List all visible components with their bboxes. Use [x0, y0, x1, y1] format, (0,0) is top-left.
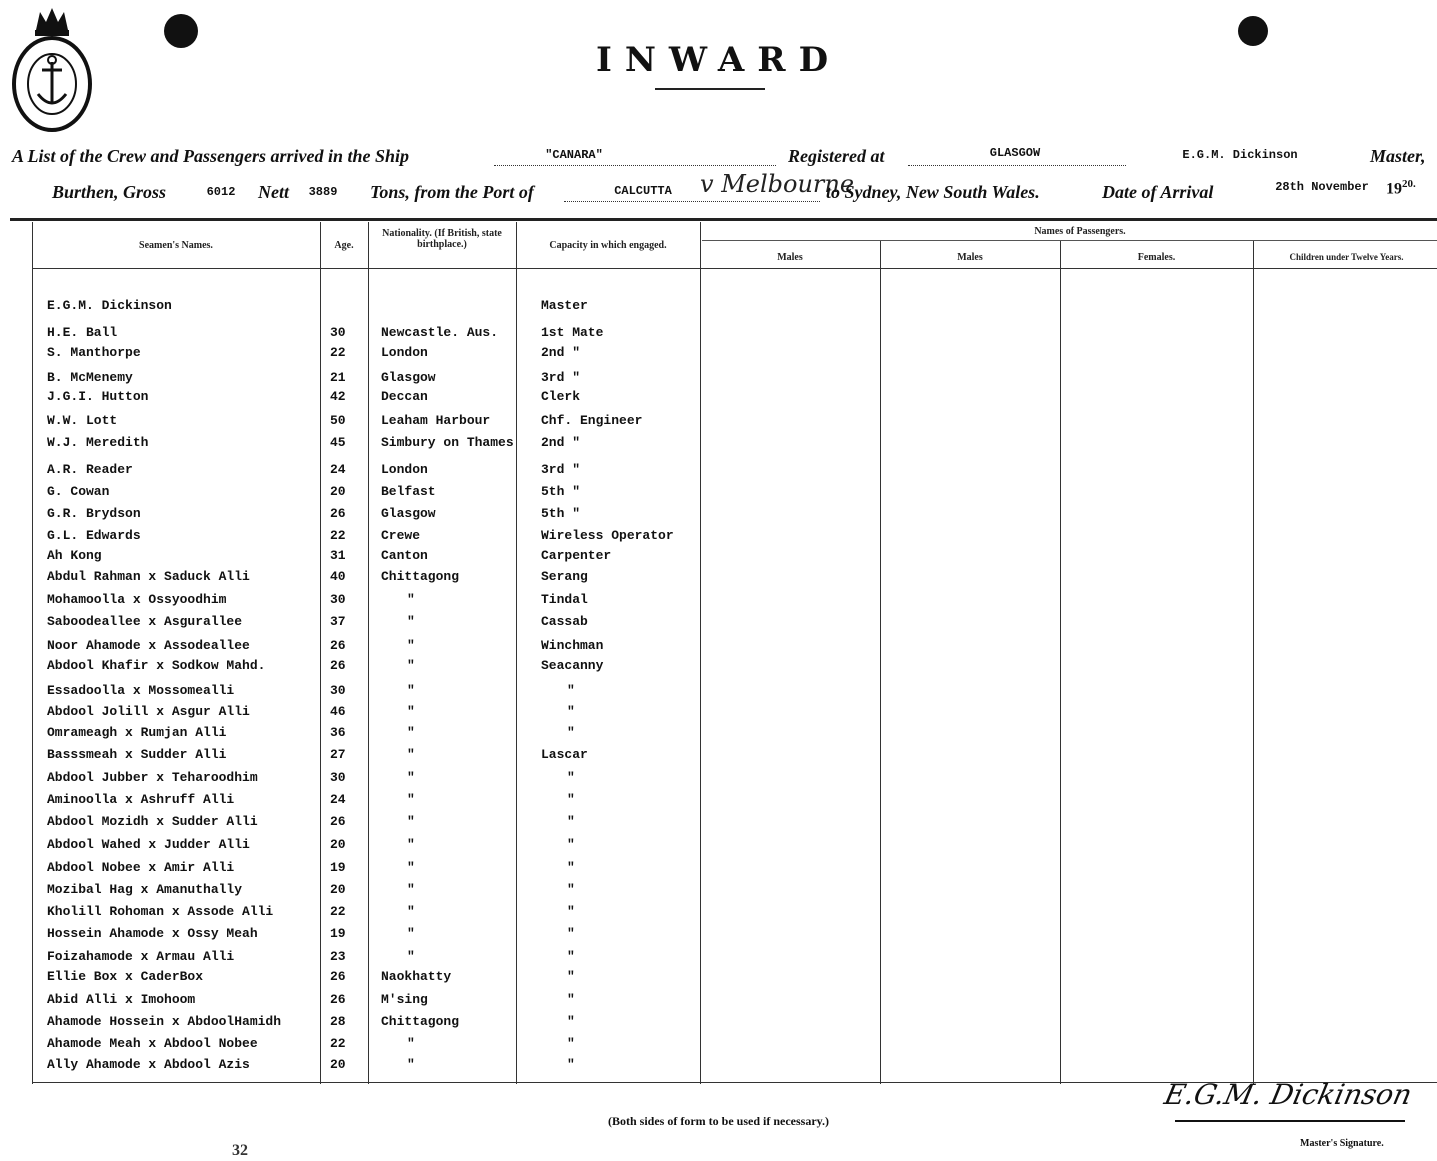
master-name: E.G.M. Dickinson: [1182, 148, 1298, 162]
crew-cap-cell: Chf. Engineer: [541, 413, 643, 428]
crew-name-cell: E.G.M. Dickinson: [47, 298, 172, 313]
crew-name-cell: Abdool Jolill x Asgur Alli: [47, 704, 250, 719]
crew-name-cell: Mozibal Hag x Amanuthally: [47, 882, 243, 897]
crew-nat-cell: ": [407, 1036, 415, 1051]
crew-cap-cell: ": [567, 704, 575, 719]
crew-age-cell: 40: [330, 569, 346, 584]
crew-nat-cell: ": [407, 725, 415, 740]
col-divider: [700, 222, 701, 1084]
crew-nat-cell: London: [381, 345, 428, 360]
crew-nat-cell: Chittagong: [381, 1014, 460, 1029]
crew-nat-cell: Simbury on Thames: [381, 435, 514, 450]
nett-tons: 3889: [308, 185, 338, 199]
crew-age-cell: 26: [330, 969, 346, 984]
crew-nat-cell: London: [381, 462, 428, 477]
crew-age-cell: 27: [330, 747, 346, 762]
crew-age-cell: 22: [330, 345, 346, 360]
crew-nat-cell: Chittagong: [381, 569, 460, 584]
crew-nat-cell: ": [407, 882, 415, 897]
title-ornament: [655, 88, 765, 90]
crew-age-cell: 36: [330, 725, 346, 740]
crew-nat-cell: ": [407, 704, 415, 719]
port-line: [564, 201, 820, 202]
crew-cap-cell: ": [567, 882, 575, 897]
signature-underline: [1175, 1120, 1405, 1122]
form-title: INWARD: [595, 40, 842, 80]
crew-cap-cell: Cassab: [541, 614, 588, 629]
crew-name-cell: Abdool Nobee x Amir Alli: [47, 860, 235, 875]
crew-nat-cell: ": [407, 860, 415, 875]
crew-name-cell: Basssmeah x Sudder Alli: [47, 747, 227, 762]
crew-cap-cell: 1st Mate: [541, 325, 604, 340]
crew-age-cell: 20: [330, 484, 346, 499]
crew-name-cell: Ah Kong: [47, 548, 102, 563]
burthen-label: Burthen, Gross: [52, 182, 167, 202]
crew-name-cell: Mohamoolla x Ossyoodhim: [47, 592, 227, 607]
registered-port: GLASGOW: [989, 146, 1041, 160]
table-top-rule: [10, 218, 1437, 221]
crew-age-cell: 22: [330, 528, 346, 543]
crew-cap-cell: ": [567, 1014, 575, 1029]
crew-nat-cell: Belfast: [381, 484, 436, 499]
crew-nat-cell: Newcastle. Aus.: [381, 325, 499, 340]
crew-name-cell: Noor Ahamode x Assodeallee: [47, 638, 250, 653]
col-divider: [32, 222, 33, 1084]
col-header-nationality: Nationality. (If British, state birthplace.): [382, 228, 502, 250]
crew-nat-cell: ": [407, 658, 415, 673]
crew-nat-cell: ": [407, 837, 415, 852]
crew-cap-cell: Winchman: [541, 638, 604, 653]
ship-name: "CANARA": [545, 148, 603, 162]
footer-note: (Both sides of form to be used if necessary.): [608, 1114, 829, 1128]
crew-cap-cell: ": [567, 1057, 575, 1072]
col-header-males-2: Males: [957, 252, 983, 263]
page-number: 32: [232, 1142, 248, 1159]
crew-nat-cell: ": [407, 1057, 415, 1072]
crew-nat-cell: M'sing: [381, 992, 428, 1007]
crew-nat-cell: ": [407, 770, 415, 785]
crew-name-cell: G. Cowan: [47, 484, 110, 499]
crew-age-cell: 24: [330, 462, 346, 477]
master-label: Master,: [1370, 146, 1426, 166]
crew-cap-cell: ": [567, 926, 575, 941]
crew-name-cell: Ahamode Hossein x AbdoolHamidh: [47, 1014, 282, 1029]
crew-nat-cell: Glasgow: [381, 506, 436, 521]
port-from: CALCUTTA: [614, 184, 672, 198]
crew-cap-cell: ": [567, 860, 575, 875]
crew-name-cell: W.W. Lott: [47, 413, 118, 428]
crew-nat-cell: ": [407, 614, 415, 629]
col-divider: [320, 222, 321, 1084]
crew-name-cell: Abdool Wahed x Judder Alli: [47, 837, 250, 852]
signature-text: E.G.M. Dickinson: [1161, 1078, 1415, 1111]
crew-nat-cell: Glasgow: [381, 370, 436, 385]
crew-nat-cell: Canton: [381, 548, 428, 563]
crew-age-cell: 20: [330, 1057, 346, 1072]
crew-name-cell: G.L. Edwards: [47, 528, 141, 543]
col-divider: [516, 222, 517, 1084]
line1-prefix: A List of the Crew and Passengers arrived in the Ship: [12, 146, 410, 166]
crew-age-cell: 22: [330, 904, 346, 919]
crew-age-cell: 26: [330, 814, 346, 829]
crew-age-cell: 20: [330, 882, 346, 897]
crew-age-cell: 19: [330, 926, 346, 941]
crew-cap-cell: ": [567, 969, 575, 984]
crew-age-cell: 26: [330, 638, 346, 653]
crew-name-cell: Hossein Ahamode x Ossy Meah: [47, 926, 258, 941]
crew-age-cell: 23: [330, 949, 346, 964]
registered-label: Registered at: [788, 146, 885, 166]
registered-line: [908, 165, 1126, 166]
crew-cap-cell: ": [567, 683, 575, 698]
passenger-subheader-rule: [702, 240, 1437, 241]
col-divider: [880, 240, 881, 1084]
crew-name-cell: Ellie Box x CaderBox: [47, 969, 204, 984]
crew-name-cell: Omrameagh x Rumjan Alli: [47, 725, 227, 740]
col-header-females: Females.: [1137, 252, 1176, 263]
crew-cap-cell: Serang: [541, 569, 588, 584]
crew-name-cell: Abdool Jubber x Teharoodhim: [47, 770, 258, 785]
crew-name-cell: Abdool Mozidh x Sudder Alli: [47, 814, 258, 829]
crew-cap-cell: 3rd ": [541, 370, 581, 385]
crew-name-cell: Kholill Rohoman x Assode Alli: [47, 904, 274, 919]
crew-nat-cell: ": [407, 926, 415, 941]
col-header-children: Children under Twelve Years.: [1289, 252, 1404, 262]
crew-nat-cell: ": [407, 814, 415, 829]
crew-age-cell: 30: [330, 592, 346, 607]
crew-cap-cell: ": [567, 904, 575, 919]
signature-label: Master's Signature.: [1300, 1138, 1384, 1149]
crew-age-cell: 30: [330, 325, 346, 340]
crew-cap-cell: Master: [541, 298, 588, 313]
crew-cap-cell: Wireless Operator: [541, 528, 674, 543]
year-prefix: 19: [1386, 180, 1402, 198]
crew-name-cell: Essadoolla x Mossomealli: [47, 683, 235, 698]
crew-cap-cell: 5th ": [541, 506, 581, 521]
handwritten-via: v Melbourne: [700, 170, 855, 198]
to-sydney-label: to Sydney, New South Wales.: [826, 182, 1040, 202]
col-header-names: Seamen's Names.: [139, 240, 213, 251]
ship-line: [494, 165, 776, 166]
crew-name-cell: H.E. Ball: [47, 325, 118, 340]
gross-tons: 6012: [206, 185, 236, 199]
col-header-passengers: Names of Passengers.: [1034, 226, 1126, 237]
crew-cap-cell: ": [567, 992, 575, 1007]
col-header-capacity: Capacity in which engaged.: [549, 240, 667, 251]
crew-nat-cell: Naokhatty: [381, 969, 452, 984]
crew-name-cell: J.G.I. Hutton: [47, 389, 149, 404]
crew-nat-cell: ": [407, 638, 415, 653]
crew-nat-cell: ": [407, 592, 415, 607]
crew-age-cell: 37: [330, 614, 346, 629]
crew-name-cell: Abid Alli x Imohoom: [47, 992, 196, 1007]
crew-nat-cell: ": [407, 904, 415, 919]
crew-cap-cell: Tindal: [541, 592, 588, 607]
header-bottom-rule: [32, 268, 1437, 269]
arrival-year: [1386, 178, 1416, 198]
crew-name-cell: Aminoolla x Ashruff Alli: [47, 792, 235, 807]
crew-nat-cell: Deccan: [381, 389, 428, 404]
crew-cap-cell: 2nd ": [541, 345, 581, 360]
crew-nat-cell: Leaham Harbour: [381, 413, 491, 428]
crew-name-cell: Abdul Rahman x Saduck Alli: [47, 569, 250, 584]
crew-nat-cell: ": [407, 949, 415, 964]
crew-name-cell: Ally Ahamode x Abdool Azis: [47, 1057, 250, 1072]
crew-cap-cell: ": [567, 1036, 575, 1051]
crew-cap-cell: Clerk: [541, 389, 581, 404]
col-divider: [1060, 240, 1061, 1084]
crew-cap-cell: 5th ": [541, 484, 581, 499]
crew-age-cell: 31: [330, 548, 346, 563]
master-signature: [1161, 1078, 1415, 1128]
crew-name-cell: Ahamode Meah x Abdool Nobee: [47, 1036, 258, 1051]
nett-label: Nett: [258, 182, 289, 202]
crew-cap-cell: Carpenter: [541, 548, 612, 563]
crew-age-cell: 45: [330, 435, 346, 450]
crew-cap-cell: ": [567, 837, 575, 852]
crew-cap-cell: 3rd ": [541, 462, 581, 477]
crew-age-cell: 24: [330, 792, 346, 807]
col-divider: [368, 222, 369, 1084]
crew-name-cell: Saboodeallee x Asgurallee: [47, 614, 243, 629]
crew-age-cell: 19: [330, 860, 346, 875]
crew-age-cell: 26: [330, 658, 346, 673]
col-divider: [1253, 240, 1254, 1084]
crew-cap-cell: ": [567, 725, 575, 740]
crew-nat-cell: ": [407, 683, 415, 698]
crew-age-cell: 22: [330, 1036, 346, 1051]
crew-cap-cell: ": [567, 770, 575, 785]
crew-age-cell: 21: [330, 370, 346, 385]
col-header-males-1: Males: [777, 252, 803, 263]
crew-age-cell: 46: [330, 704, 346, 719]
arrival-label: Date of Arrival: [1102, 182, 1214, 202]
crew-cap-cell: Seacanny: [541, 658, 604, 673]
crew-age-cell: 26: [330, 506, 346, 521]
crew-age-cell: 30: [330, 770, 346, 785]
crew-age-cell: 50: [330, 413, 346, 428]
crew-cap-cell: ": [567, 949, 575, 964]
crew-name-cell: S. Manthorpe: [47, 345, 141, 360]
crew-age-cell: 30: [330, 683, 346, 698]
crew-nat-cell: ": [407, 792, 415, 807]
crew-name-cell: Abdool Khafir x Sodkow Mahd.: [47, 658, 266, 673]
crew-name-cell: G.R. Brydson: [47, 506, 141, 521]
col-header-age: Age.: [334, 240, 354, 251]
crew-cap-cell: ": [567, 792, 575, 807]
crew-cap-cell: 2nd ": [541, 435, 581, 450]
crew-cap-cell: ": [567, 814, 575, 829]
year-suffix: 20.: [1402, 178, 1416, 190]
crew-age-cell: 20: [330, 837, 346, 852]
crew-name-cell: A.R. Reader: [47, 462, 133, 477]
crew-age-cell: 42: [330, 389, 346, 404]
crew-nat-cell: ": [407, 747, 415, 762]
crew-name-cell: B. McMenemy: [47, 370, 133, 385]
crew-nat-cell: Crewe: [381, 528, 421, 543]
crew-age-cell: 28: [330, 1014, 346, 1029]
crew-name-cell: Foizahamode x Armau Alli: [47, 949, 235, 964]
crew-name-cell: W.J. Meredith: [47, 435, 149, 450]
arrival-date: 28th November: [1275, 180, 1369, 194]
tons-from-label: Tons, from the Port of: [370, 182, 534, 202]
crew-age-cell: 26: [330, 992, 346, 1007]
crew-cap-cell: Lascar: [541, 747, 588, 762]
